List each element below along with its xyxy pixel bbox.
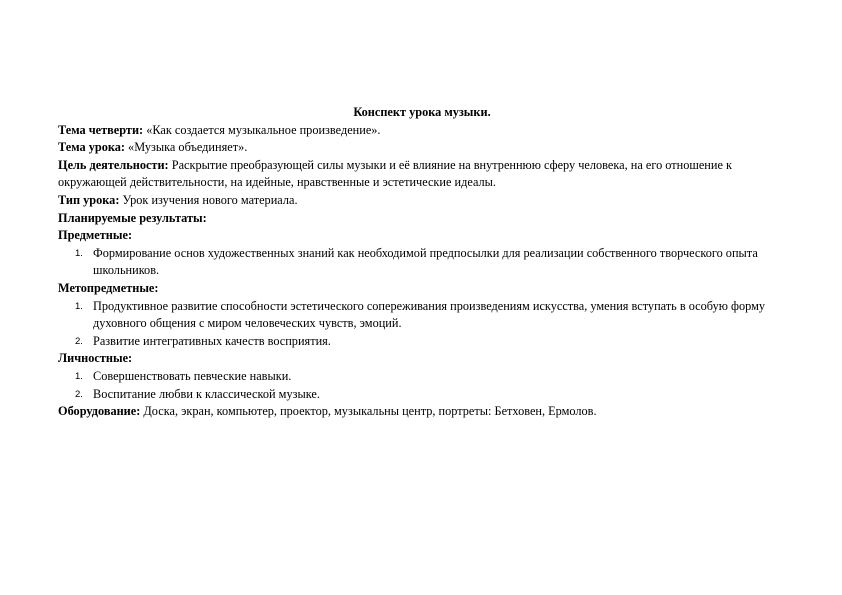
list-item-text: Совершенствовать певческие навыки. — [93, 368, 292, 383]
metasubject-list — [58, 298, 778, 351]
subject-heading — [58, 227, 778, 245]
list-item-text: Воспитание любви к классической музыке. — [93, 386, 320, 401]
list-number: 1. — [75, 300, 83, 312]
document-title: Конспект урока музыки. — [353, 105, 491, 119]
personal-heading-label: Личностные: — [58, 351, 133, 366]
lesson-type-value: Урок изучения нового материала. — [119, 192, 298, 207]
theme-lesson-label: Тема урока: — [58, 140, 125, 155]
personal-heading — [58, 350, 778, 368]
list-number: 2. — [75, 388, 83, 400]
theme-quarter-value: «Как создается музыкальное произведение». — [143, 122, 381, 137]
subject-heading-label: Предметные: — [58, 228, 133, 243]
goal-paragraph — [58, 157, 778, 192]
list-item — [58, 298, 778, 333]
list-item-text: Продуктивное развитие способности эстетического сопереживания произведениям искусства, умения вступать в особую форму духовного общения с миром человеческих чувств, эмоций. — [93, 298, 765, 331]
equipment-value: Доска, экран, компьютер, проектор, музыкальны центр, портреты: Бетховен, Ермолов. — [140, 404, 597, 419]
planned-results-heading — [58, 210, 778, 228]
list-item-text: Формирование основ художественных знаний как необходимой предпосылки для реализации собственного творческого опыта школьников. — [93, 245, 758, 278]
list-item — [58, 333, 778, 351]
planned-results-label: Планируемые результаты: — [58, 210, 207, 225]
list-number: 1. — [75, 370, 83, 382]
list-number: 2. — [75, 335, 83, 347]
metasubject-heading — [58, 280, 778, 298]
list-item — [58, 245, 778, 280]
lesson-type-line — [58, 192, 778, 210]
equipment-line — [58, 403, 778, 421]
theme-lesson-line — [58, 139, 778, 157]
lesson-type-label: Тип урока: — [58, 192, 120, 207]
metasubject-heading-label: Метопредметные: — [58, 280, 159, 295]
theme-quarter-line — [58, 122, 778, 140]
theme-lesson-value: «Музыка объединяет». — [124, 140, 248, 155]
equipment-label: Оборудование: — [58, 404, 141, 419]
lesson-plan — [58, 104, 778, 421]
goal-value: Раскрытие преобразующей силы музыки и её влияние на внутреннюю сферу человека, на его отношение к окружающей действительности, на идейные, нравственные и эстетические идеалы. — [58, 157, 732, 190]
list-item-text: Развитие интегративных качеств восприятия. — [93, 333, 331, 348]
list-number: 1. — [75, 247, 83, 259]
goal-label: Цель деятельности: — [58, 157, 169, 172]
personal-list — [58, 368, 778, 403]
list-item — [58, 368, 778, 386]
list-item — [58, 386, 778, 404]
subject-list — [58, 245, 778, 280]
theme-quarter-label: Тема четверти: — [58, 122, 144, 137]
